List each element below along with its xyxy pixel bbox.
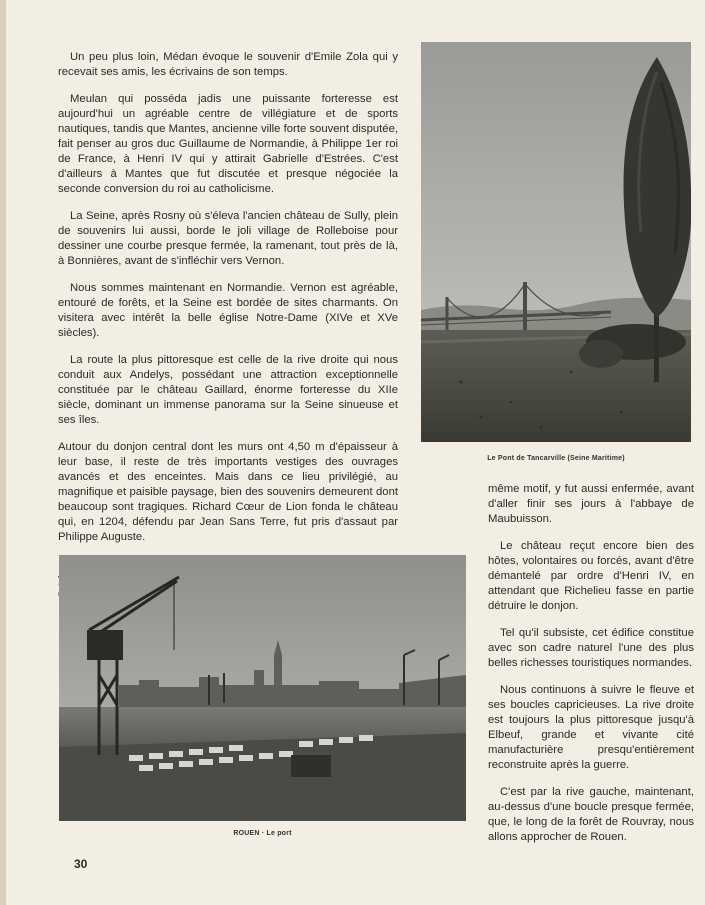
bridge-photo [421,42,691,442]
paragraph: Autour du donjon central dont les murs ont 4,50 m d'épaisseur à leur base, il reste de très importants vestiges des ouvrages avancés et des enceintes. Mais dans ce lieu privilégié, au magnifique et paisible paysage, bien des souvenirs demeurent dont beaucoup sont tragiques. Richard Cœur de Lion fonda le château qui, en 1204, défendu par Jean Sans Terre, fut pris d'assaut par Philippe Auguste. [58,441,398,543]
paragraph: Tel qu'il subsiste, cet édifice constitue avec son cadre naturel l'une des plus belles richesses touristiques normandes. [488,627,694,669]
paragraph: même motif, y fut aussi enfermée, avant d'aller finir ses jours à l'abbaye de Maubuisson. [488,483,694,525]
paragraph: Nous continuons à suivre le fleuve et ses boucles capricieuses. La rive droite est toujours la plus pittoresque jusqu'à Elbeuf, grande et vivante cité manufacturière presqu'entièrement reconstruite après la guerre. [488,684,694,771]
right-text-column [488,482,694,857]
paragraph: La Seine, après Rosny où s'éleva l'ancien château de Sully, plein de souvenirs lui aussi, borde le joli village de Rolleboise pour dessiner une courbe presque fermée, la ramenant, tout près de là, à Bonnières, avant de s'infléchir vers Vernon. [58,210,398,267]
rouen-port-photo [59,555,466,821]
paragraph: Meulan qui posséda jadis une puissante forteresse est aujourd'hui un agréable centre de villégiature et de sports nautiques, tandis que Mantes, ancienne ville forte souvent disputée, fait penser au gros duc Guillaume de Normandie, à Philippe 1er roi de France, à Henri IV qui y attirait Gabrielle d'Estrées. C'est d'ailleurs à Mantes que fut discutée et presque négociée la seconde conversion du roi au catholicisme. [58,93,398,195]
paragraph: Le château reçut encore bien des hôtes, volontaires ou forcés, avant d'être démantelé par ordre d'Henri IV, en attendant que Richelieu fasse en partie détruire le donjon. [488,540,694,612]
paragraph: La route la plus pittoresque est celle de la rive droite qui nous conduit aux Andelys, possédant une attraction exceptionnelle constituée par le château Gaillard, énorme forteresse du XIIe siècle, dominant un immense panorama sur la Seine sinueuse et ses îles. [58,354,398,426]
left-text-column [58,50,398,614]
paragraph: C'est par la rive gauche, maintenant, au-dessus d'une boucle presque fermée, que, le long de la forêt de Rouvray, nous allons approcher de Rouen. [488,786,694,843]
page-edge [0,0,6,905]
page-number: 30 [74,857,88,871]
paragraph: Nous sommes maintenant en Normandie. Vernon est agréable, entouré de forêts, et la Seine est bordée de sites charmants. On visitera avec intérêt la belle église Notre-Dame (XIVe et XVe siècles). [58,282,398,339]
paragraph: Un peu plus loin, Médan évoque le souvenir d'Emile Zola qui y recevait ses amis, les écrivains de son temps. [58,51,398,78]
bridge-photo-caption: Le Pont de Tancarville (Seine Maritime) [487,455,625,462]
rouen-port-photo-caption: ROUEN · Le port [233,830,292,837]
